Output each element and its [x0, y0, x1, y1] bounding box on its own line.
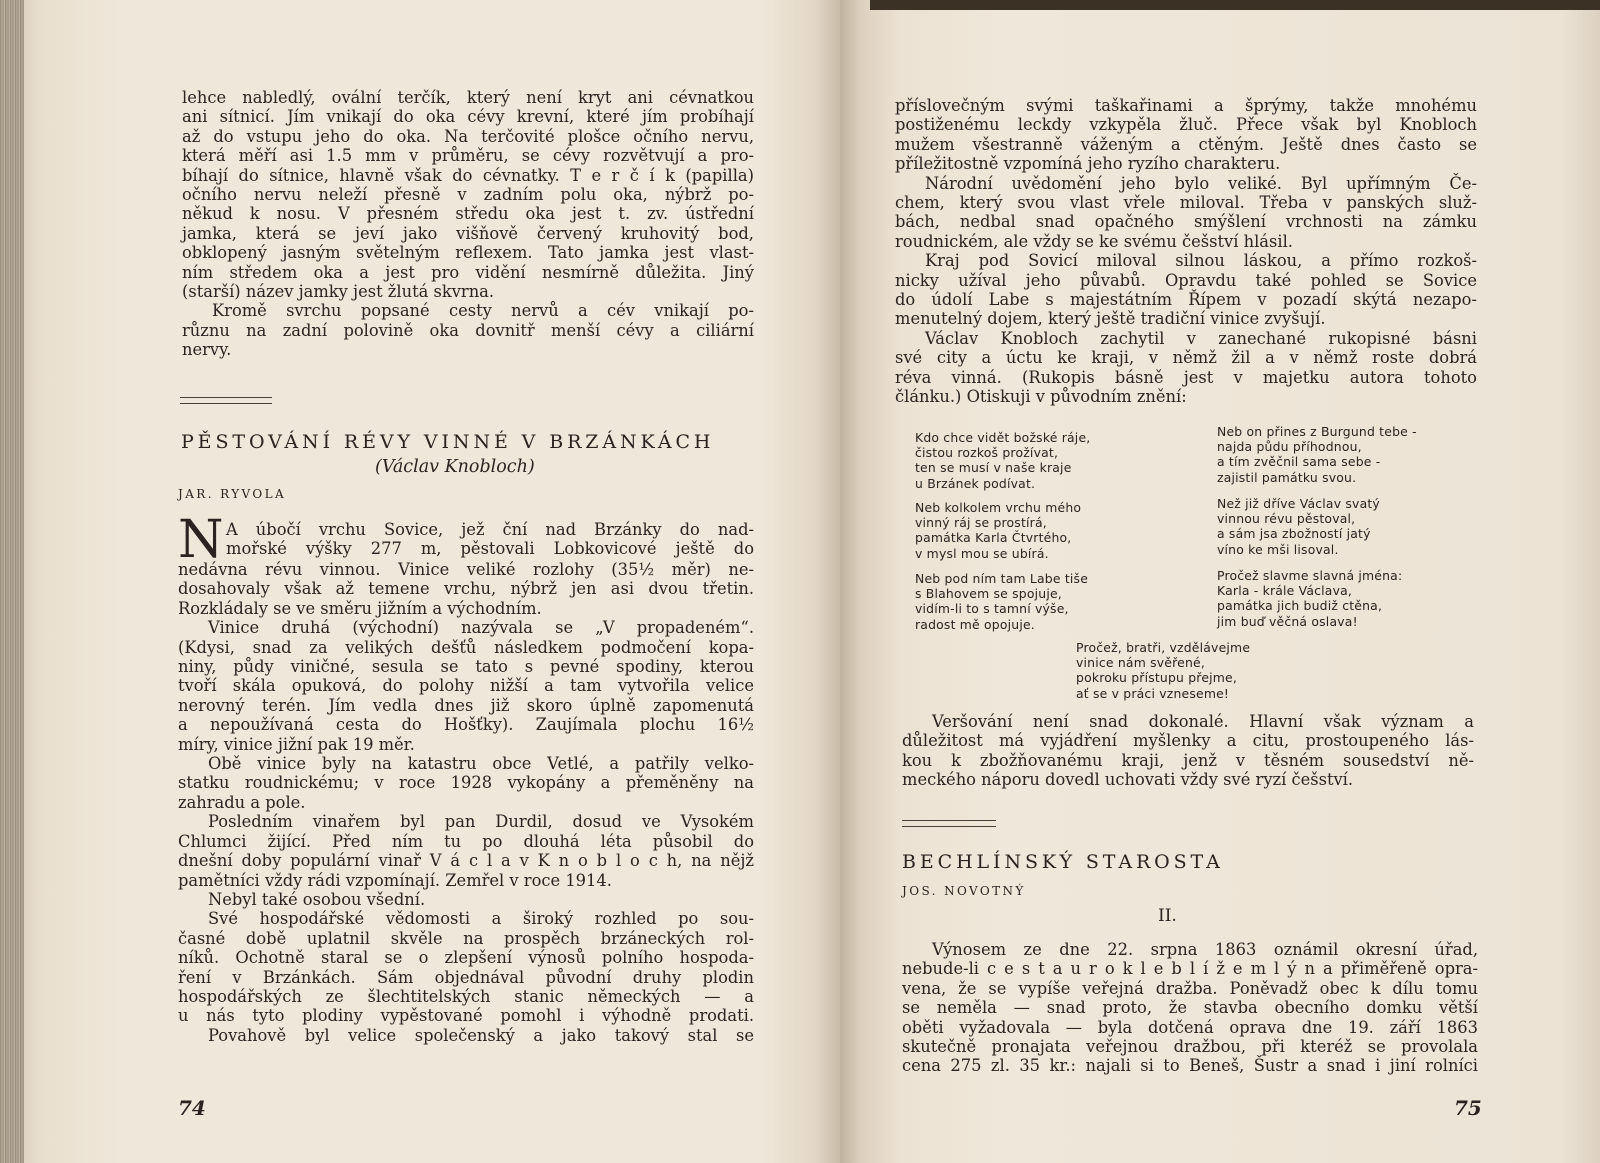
binding-edge	[870, 0, 1600, 10]
article-body-right	[902, 940, 1478, 1076]
poem-stanza	[915, 430, 1090, 491]
poem-line: památka jich budiž ctěna,	[1217, 598, 1383, 614]
article-title: BECHLÍNSKÝ STAROSTA	[902, 851, 1224, 873]
text-line: nervy.	[182, 340, 232, 360]
text-line: A úbočí vrchu Sovice, jež ční nad Brzánky do nad-	[226, 520, 754, 539]
text-line: roudnickém, ale vždy se ke svému češství hlásil.	[895, 231, 1293, 251]
poem-line: vidím-li to s tamní výše,	[915, 601, 1069, 617]
text-line: kou k zbožňovanému kraji, jenž v těsném sousedství ně-	[902, 750, 1474, 770]
text-line: Povahově byl velice společenský a jako takový stal se	[208, 1025, 754, 1045]
text-line: časné době uplatnil skvěle na prospěch brzáneckých rol-	[178, 928, 754, 948]
poem-stanza	[915, 571, 1088, 632]
poem-stanza	[1217, 424, 1417, 485]
poem-line: s Blahovem se spojuje,	[915, 586, 1062, 602]
text-line: u nás tyto plodiny vypěstované pomohl i výhodně prodati.	[178, 1006, 754, 1026]
poem-line: radost mě opojuje.	[915, 616, 1035, 632]
text-line: statku roudnickému; v roce 1928 vykopány a přeměněny na	[178, 773, 754, 793]
text-line: Posledním vinařem byl pan Durdil, dosud ve Vysokém	[208, 812, 754, 832]
text-line: (starší) název jamky jest žlutá skvrna.	[182, 282, 495, 302]
text-line: obklopený jasným světelným reflexem. Tato jamka jest vlast-	[182, 243, 754, 263]
poem-line: Pročež slavme slavná jména:	[1217, 568, 1403, 583]
poem-line: v mysl mou se ubírá.	[915, 545, 1049, 561]
text-line: různu na zadní polovině oka dovnitř menší cévy a ciliární	[182, 320, 754, 340]
text-line: chem, který svou vlast vřele miloval. Třeba v panských služ-	[895, 193, 1477, 213]
text-line: nebude-li c e s t a u r o k l e b l í ž e m l ý n a přiměřeně opra-	[902, 959, 1478, 979]
article-author: JAR. RYVOLA	[178, 487, 287, 501]
section-divider	[902, 820, 996, 827]
poem-line: a tím zvěčnil sama sebe -	[1217, 454, 1381, 470]
poem-line: u Brzánek podívat.	[915, 475, 1036, 491]
text-line: cena 275 zl. 35 kr.: najali si to Beneš, Šustr a snad i jiní rolníci	[902, 1056, 1478, 1076]
drop-cap: N	[178, 510, 224, 570]
right-page	[840, 0, 1600, 1163]
text-line: (Kdysi, snad za velikých dešťů následkem podmočení kopa-	[178, 637, 754, 657]
text-line: která měří asi 1.5 mm v průměru, se cévy rozvětvují a pro-	[182, 146, 754, 166]
article-title: PĚSTOVÁNÍ RÉVY VINNÉ V BRZÁNKÁCH	[181, 431, 715, 453]
text-line: pamětníci vždy rádi vzpomínají. Zemřel v roce 1914.	[178, 870, 612, 890]
text-line: skutečně pronajata veřejnou dražbou, při kteréž se provolala	[902, 1037, 1478, 1057]
text-line: Chlumci žijící. Před ním tu po dlouhá léta působil do	[178, 831, 754, 851]
poem-line: Pročež, bratři, vzdělávejme	[1076, 640, 1251, 655]
right-text-after-poem	[902, 712, 1474, 790]
poem-line: vinnou révu pěstoval,	[1217, 511, 1356, 527]
poem-line: víno ke mši lisoval.	[1217, 541, 1339, 557]
poem-line: čistou rozkoš prožívat,	[915, 445, 1059, 461]
page-number-right: 75	[1454, 1096, 1482, 1120]
poem-stanza	[1217, 496, 1380, 557]
text-line: se neměla — snad proto, že stavba obecního domku větší	[902, 998, 1478, 1018]
article-body-left	[178, 560, 754, 1045]
article-subtitle: (Václav Knobloch)	[375, 457, 535, 477]
text-line: Obě vinice byly na katastru obce Vetlé, a patřily velko-	[208, 754, 754, 774]
text-line: Rozkládaly se ve směru jižním a východním.	[178, 598, 542, 618]
text-line: niny, půdy viničné, sesula se tato s pevné spodiny, kterou	[178, 657, 754, 677]
text-line: lehce nabledlý, ovální terčík, který není kryt ani cévnatkou	[182, 88, 754, 107]
text-line: článku.) Otiskuji v původním znění:	[895, 387, 1187, 407]
text-line: nedávna révu vinnou. Vinice veliké rozlohy (35½ měr) ne-	[178, 560, 754, 579]
poem-line: pokroku přístupu přejme,	[1076, 670, 1238, 686]
poem-line: Neb pod ním tam Labe tiše	[915, 571, 1089, 586]
text-line: Veršování není snad dokonalé. Hlavní však význam a	[932, 712, 1474, 731]
poem-line: jim buď věčná oslava!	[1217, 613, 1358, 629]
text-line: Kraj pod Sovicí miloval silnou láskou, a přímo rozkoš-	[925, 251, 1477, 271]
poem-line: zajistil památku svou.	[1217, 469, 1357, 485]
text-line: Kromě svrchu popsané cesty nervů a cév vnikají po-	[212, 301, 754, 321]
page-stack-edge	[0, 0, 24, 1163]
poem-line: vinice nám svěřené,	[1076, 655, 1205, 671]
text-line: meckého náporu dovedl uchovati vždy své ryzí češství.	[902, 770, 1354, 790]
section-divider	[180, 397, 272, 404]
poem-line: a sám jsa zbožností jatý	[1217, 526, 1371, 542]
poem-line: ať se v práci vzneseme!	[1076, 685, 1230, 701]
text-line: vena, že se vypíše veřejná dražba. Poněvadž obec k dílu tomu	[902, 978, 1478, 998]
text-line: Své hospodářské vědomosti a široký rozhled po sou-	[208, 909, 754, 929]
text-line: hospodářských ze šlechtitelských stanic německých — a	[178, 986, 754, 1006]
poem-line: ten se musí v naše kraje	[915, 460, 1072, 476]
text-line: Národní uvědomění jeho bylo veliké. Byl upřímným Če-	[925, 173, 1477, 193]
text-line: níků. Ochotně staral se o zlepšení výnosů polního hospoda-	[178, 948, 754, 968]
text-line: někud k nosu. V přesném středu oka jest t. zv. ústřední	[182, 204, 754, 224]
poem-line: Neb on přines z Burgund tebe -	[1217, 424, 1417, 439]
text-line: jamka, která se jeví jako višňově červený kruhovitý bod,	[182, 223, 754, 243]
poem-line: Než již dříve Václav svatý	[1217, 496, 1380, 511]
text-line: postiženému leckdy vzkypěla žluč. Přece však byl Knobloch	[895, 115, 1477, 135]
text-line: příležitostně vzpomíná jeho ryzího charakteru.	[895, 154, 1281, 174]
left-continued-text	[182, 88, 754, 360]
text-line: očního nervu neleží přesně v zadním polu oka, nýbrž po-	[182, 185, 754, 205]
text-line: ani sítnicí. Jím vnikají do oka cévy krevní, které jím probíhají	[182, 107, 754, 127]
text-line: dnešní doby populární vinař V á c l a v K n o b l o c h, na nějž	[178, 851, 754, 871]
text-line: mořské výšky 277 m, pěstovali Lobkovicové ještě do	[226, 539, 754, 559]
poem-line: najda půdu příhodnou,	[1217, 439, 1362, 455]
text-line: ním středem oka a jest pro vidění nesmírně důležita. Jiný	[182, 262, 754, 282]
text-line: oběti vyžadovala — byla dotčená oprava dne 19. září 1863	[902, 1017, 1478, 1037]
text-line: Vinice druhá (východní) nazývala se „V propadeném“.	[208, 618, 754, 638]
text-line: mužem všestranně váženým a ctěným. Ještě dnes často se	[895, 134, 1477, 154]
text-line: Nebyl také osobou všední.	[208, 889, 426, 909]
poem-line: Karla - krále Václava,	[1217, 583, 1353, 599]
poem-line: vinný ráj se prostírá,	[915, 515, 1047, 531]
article-author: JOS. NOVOTNÝ	[902, 884, 1026, 898]
right-text-top	[895, 96, 1477, 407]
poem-line: Neb kolkolem vrchu mého	[915, 500, 1082, 515]
text-line: důležitost má vyjádření myšlenky a citu, prostoupeného lás-	[902, 731, 1474, 751]
text-line: míry, vinice jižní pak 19 měr.	[178, 734, 415, 754]
text-line: bíhají do sítnice, hlavně však do cévnatky. T e r č í k (papilla)	[182, 165, 754, 185]
text-line: do údolí Labe s majestátním Řípem v pozadí skýtá nezapo-	[895, 290, 1477, 310]
text-line: réva vinná. (Rukopis básně jest v majetku autora tohoto	[895, 367, 1477, 387]
poem-line: památka Karla Čtvrtého,	[915, 530, 1072, 546]
page-number-left: 74	[178, 1096, 206, 1120]
text-line: ření v Brzánkách. Sám objednával původní druhy plodin	[178, 967, 754, 987]
text-line: tvoří skála opuková, do polohy nižší a tam vytvořila velice	[178, 676, 754, 696]
text-line: menutelný dojem, který ještě tradiční vinice zvyšují.	[895, 309, 1326, 329]
poem-line: Kdo chce vidět božské ráje,	[915, 430, 1091, 445]
section-number: II.	[1158, 906, 1177, 926]
text-line: příslovečným svými taškařinami a šprýmy, takže mnohému	[895, 96, 1477, 115]
text-line: Výnosem ze dne 22. srpna 1863 oznámil okresní úřad,	[932, 940, 1478, 959]
text-line: zahradu a pole.	[178, 792, 306, 812]
poem-stanza	[1217, 568, 1402, 629]
text-line: dosahovaly však až temene vrchu, nýbrž jen asi dvou třetin.	[178, 579, 754, 599]
text-line: nerovný terén. Jím vedla dnes již skoro úplně zapomenutá	[178, 695, 754, 715]
text-line: až do vstupu jeho do oka. Na terčovité plošce očního nervu,	[182, 126, 754, 146]
text-line: nicky užíval jeho půvabů. Opravdu také pohled se Sovice	[895, 270, 1477, 290]
text-line: Václav Knobloch zachytil v zanechané rukopisné básni	[925, 328, 1477, 348]
text-line: své city a úctu ke kraji, v němž žil a v němž roste dobrá	[895, 348, 1477, 368]
text-line: bách, nedbal snad opačného smýšlení vrchnosti na zámku	[895, 212, 1477, 232]
poem-stanza	[915, 500, 1081, 561]
poem-closing-stanza	[1076, 640, 1250, 701]
text-line: a nepoužívaná cesta do Hošťky). Zaujímala plochu 16½	[178, 715, 754, 735]
